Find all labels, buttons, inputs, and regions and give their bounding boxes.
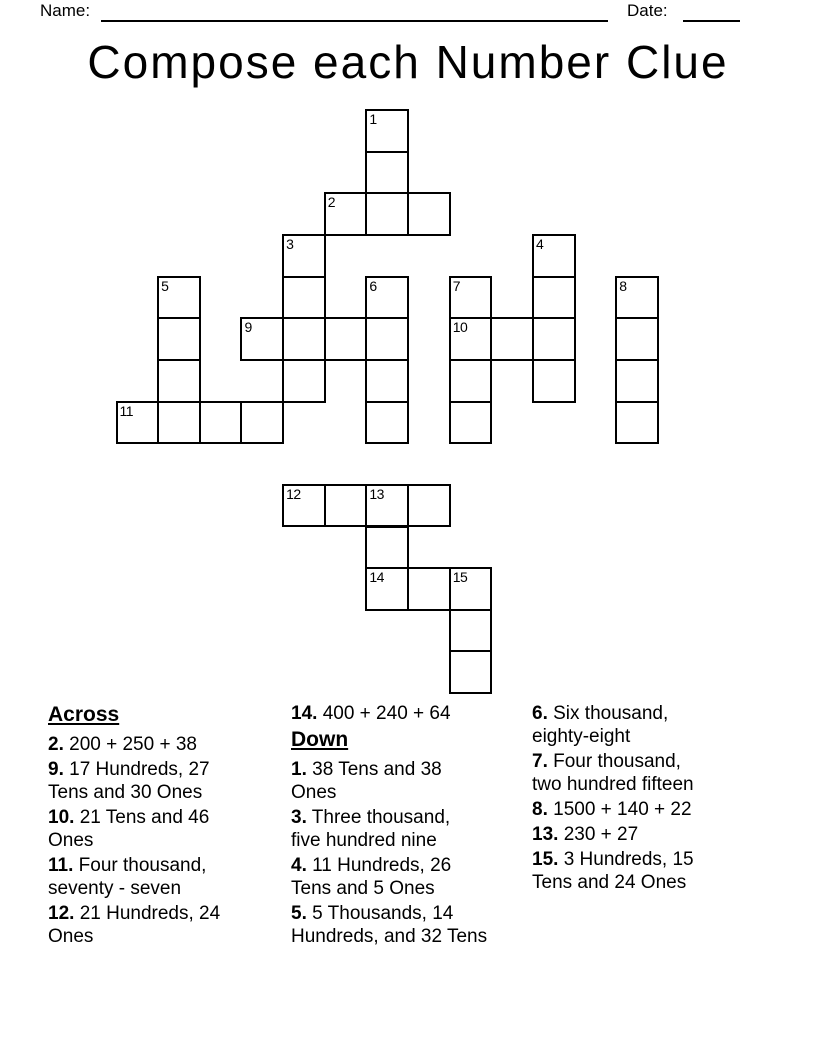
- clue-number: 3.: [291, 807, 307, 828]
- grid-cell[interactable]: [282, 276, 326, 320]
- grid-cell[interactable]: [449, 567, 493, 611]
- date-label: Date:: [627, 1, 668, 20]
- cell-number: 4: [536, 235, 544, 252]
- clue-14: 14. 400 + 240 + 64: [291, 703, 451, 724]
- cell-number: 7: [452, 277, 460, 294]
- clue-number: 6.: [532, 703, 548, 724]
- clue-number: 12.: [48, 903, 75, 924]
- grid-cell[interactable]: [532, 234, 576, 278]
- grid-cell[interactable]: [365, 276, 409, 320]
- clue-9: 9. 17 Hundreds, 27 Tens and 30 Ones: [48, 759, 210, 803]
- clue-11: 11. Four thousand, seventy - seven: [48, 855, 207, 899]
- cell-number: 8: [619, 277, 627, 294]
- grid-cell[interactable]: [449, 401, 493, 445]
- grid-cell[interactable]: [449, 609, 493, 653]
- grid-cell[interactable]: [365, 401, 409, 445]
- cell-number: 14: [369, 569, 384, 586]
- grid-cell[interactable]: [615, 317, 659, 361]
- cell-number: 2: [327, 194, 336, 211]
- grid-cell[interactable]: [365, 109, 409, 153]
- clue-12: 12. 21 Hundreds, 24 Ones: [48, 903, 221, 947]
- grid-cell[interactable]: [532, 359, 576, 403]
- cell-number: 5: [161, 277, 169, 294]
- grid-cell[interactable]: [532, 276, 576, 320]
- grid-cell[interactable]: [157, 276, 201, 320]
- grid-cell[interactable]: [449, 650, 493, 694]
- grid-cell[interactable]: [615, 359, 659, 403]
- clue-number: 5.: [291, 903, 307, 924]
- grid-cell[interactable]: [365, 151, 409, 195]
- grid-cell[interactable]: [240, 401, 284, 445]
- clue-1: 1. 38 Tens and 38 Ones: [291, 759, 442, 803]
- grid-cell[interactable]: [324, 484, 368, 528]
- cell-number: 12: [286, 485, 301, 502]
- grid-cell[interactable]: [365, 317, 409, 361]
- clue-3: 3. Three thousand, five hundred nine: [291, 807, 451, 851]
- grid-cell[interactable]: [449, 317, 493, 361]
- grid-cell[interactable]: [407, 192, 451, 236]
- clue-number: 2.: [48, 734, 64, 755]
- name-label: Name:: [40, 1, 91, 20]
- grid-cell[interactable]: [282, 234, 326, 278]
- cell-number: 13: [369, 485, 384, 502]
- clue-5: 5. 5 Thousands, 14 Hundreds, and 32 Tens: [291, 903, 488, 947]
- grid-cell[interactable]: [324, 317, 368, 361]
- clue-number: 10.: [48, 807, 75, 828]
- grid-cell[interactable]: [615, 401, 659, 445]
- clue-number: 7.: [532, 751, 548, 772]
- grid-cell[interactable]: [157, 359, 201, 403]
- cell-number: 1: [369, 111, 377, 127]
- grid-cell[interactable]: [365, 484, 409, 528]
- clue-number: 9.: [48, 759, 64, 780]
- grid-cell[interactable]: [365, 567, 409, 611]
- clues-column-right: [532, 702, 792, 896]
- clue-13: 13. 230 + 27: [532, 824, 639, 845]
- across-heading: Across: [48, 703, 120, 726]
- clue-number: 1.: [291, 759, 307, 780]
- grid-cell[interactable]: [365, 192, 409, 236]
- grid-cell[interactable]: [157, 317, 201, 361]
- clue-10: 10. 21 Tens and 46 Ones: [48, 807, 210, 851]
- grid-cell[interactable]: [490, 317, 534, 361]
- grid-cell[interactable]: [449, 276, 493, 320]
- clue-number: 8.: [532, 799, 548, 820]
- grid-cell[interactable]: [365, 526, 409, 570]
- grid-cell[interactable]: [365, 359, 409, 403]
- clue-7: 7. Four thousand, two hundred fifteen: [532, 751, 694, 795]
- grid-cell[interactable]: [407, 567, 451, 611]
- grid-cell[interactable]: [282, 359, 326, 403]
- grid-cell[interactable]: [199, 401, 243, 445]
- clue-number: 11.: [48, 855, 74, 876]
- grid-cell[interactable]: [240, 317, 284, 361]
- clue-15: 15. 3 Hundreds, 15 Tens and 24 Ones: [532, 849, 694, 893]
- down-heading: Down: [291, 728, 349, 751]
- grid-cell[interactable]: [282, 317, 326, 361]
- cell-number: 9: [244, 319, 252, 336]
- clue-2: 2. 200 + 250 + 38: [48, 734, 197, 755]
- clues-column-left: [48, 702, 286, 950]
- cell-number: 15: [452, 569, 468, 586]
- clue-number: 4.: [291, 855, 307, 876]
- grid-cell[interactable]: [282, 484, 326, 528]
- page-title: Compose each Number Clue: [87, 36, 729, 88]
- cell-number: 11: [119, 402, 134, 419]
- grid-cell[interactable]: [532, 317, 576, 361]
- grid-cell[interactable]: [157, 401, 201, 445]
- clue-8: 8. 1500 + 140 + 22: [532, 799, 692, 820]
- grid-cell[interactable]: [449, 359, 493, 403]
- clues-column-middle: [291, 702, 529, 950]
- cell-number: 10: [452, 319, 468, 336]
- grid-cell[interactable]: [407, 484, 451, 528]
- grid-cell[interactable]: [324, 192, 368, 236]
- clue-number: 14.: [291, 703, 318, 724]
- clue-number: 15.: [532, 849, 559, 870]
- cell-number: 6: [369, 277, 377, 294]
- cell-number: 3: [286, 235, 294, 252]
- clue-6: 6. Six thousand, eighty-eight: [532, 703, 669, 747]
- clue-number: 13.: [532, 824, 559, 845]
- grid-cell[interactable]: [615, 276, 659, 320]
- grid-cell[interactable]: [116, 401, 160, 445]
- clue-4: 4. 11 Hundreds, 26 Tens and 5 Ones: [291, 855, 452, 899]
